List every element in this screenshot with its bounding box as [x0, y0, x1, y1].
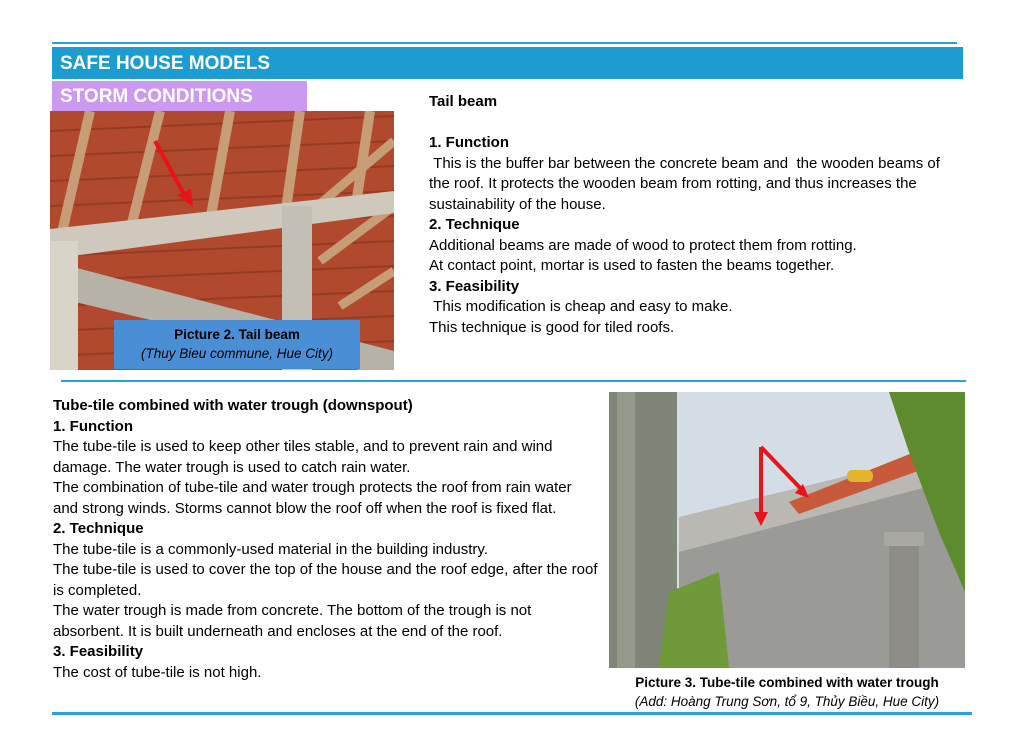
- tube-tile-text: [53, 396, 598, 683]
- tube-tile-technique-line: The tube-tile is used to cover the top of the house and the roof edge, after the roof is completed.: [53, 561, 598, 599]
- picture2-caption-title: Picture 2. Tail beam: [174, 327, 300, 342]
- tube-tile-feasibility-heading: 3. Feasibility: [53, 643, 144, 660]
- top-rule: [52, 42, 957, 44]
- tube-tile-illustration: [609, 392, 965, 668]
- tail-beam-technique-line: At contact point, mortar is used to fasten the beams together.: [429, 257, 835, 274]
- tube-tile-technique-heading: 2. Technique: [53, 520, 144, 537]
- tail-beam-title: Tail beam: [429, 93, 498, 110]
- tail-beam-feasibility-line: This technique is good for tiled roofs.: [429, 318, 675, 336]
- page-title: SAFE HOUSE MODELS: [52, 47, 963, 79]
- tail-beam-text: [429, 92, 949, 338]
- tail-beam-technique-heading: 2. Technique: [429, 216, 520, 233]
- tail-beam-feasibility-heading: 3. Feasibility: [429, 277, 520, 295]
- tube-tile-technique-line: The tube-tile is a commonly-used material in the building industry.: [53, 540, 488, 558]
- tube-tile-technique-line: The water trough is made from concrete. The bottom of the trough is not absorbent. It is built underneath and encloses at the end of the roof.: [53, 602, 532, 640]
- tail-beam-technique-line: Additional beams are made of wood to protect them from rotting.: [429, 236, 857, 254]
- tube-tile-photo: [609, 392, 965, 668]
- picture2-caption-location: (Thuy Bieu commune, Hue City): [140, 346, 334, 361]
- picture3-caption: [606, 673, 968, 711]
- tail-beam-feasibility-line: This modification is cheap and easy to make.: [429, 298, 733, 315]
- bottom-rule: [52, 712, 972, 715]
- tube-tile-function-heading: 1. Function: [53, 417, 133, 435]
- tail-beam-function-text: This is the buffer bar between the concrete beam and the wooden beams of the roof. It protects the wooden beam from rotting, and thus increases the sustainability of the house.: [429, 154, 945, 213]
- middle-rule: [61, 380, 966, 382]
- section-subtitle: STORM CONDITIONS: [52, 81, 307, 111]
- tube-tile-title: Tube-tile combined with water trough (downspout): [53, 397, 413, 414]
- tube-tile-function-line: The combination of tube-tile and water trough protects the roof from rain water and strong winds. Storms cannot blow the roof off when the roof is fixed flat.: [53, 479, 572, 517]
- picture3-caption-title: Picture 3. Tube-tile combined with water trough: [635, 675, 939, 690]
- tube-tile-function-line: The tube-tile is used to keep other tiles stable, and to prevent rain and wind damage. The water trough is used to catch rain water.: [53, 438, 553, 476]
- tube-tile-feasibility-text: The cost of tube-tile is not high.: [53, 663, 262, 681]
- picture3-caption-location: (Add: Hoàng Trung Sơn, tổ 9, Thủy Biều, Hue City): [634, 694, 940, 709]
- picture2-caption: [114, 320, 360, 369]
- tail-beam-function-heading: 1. Function: [429, 134, 509, 151]
